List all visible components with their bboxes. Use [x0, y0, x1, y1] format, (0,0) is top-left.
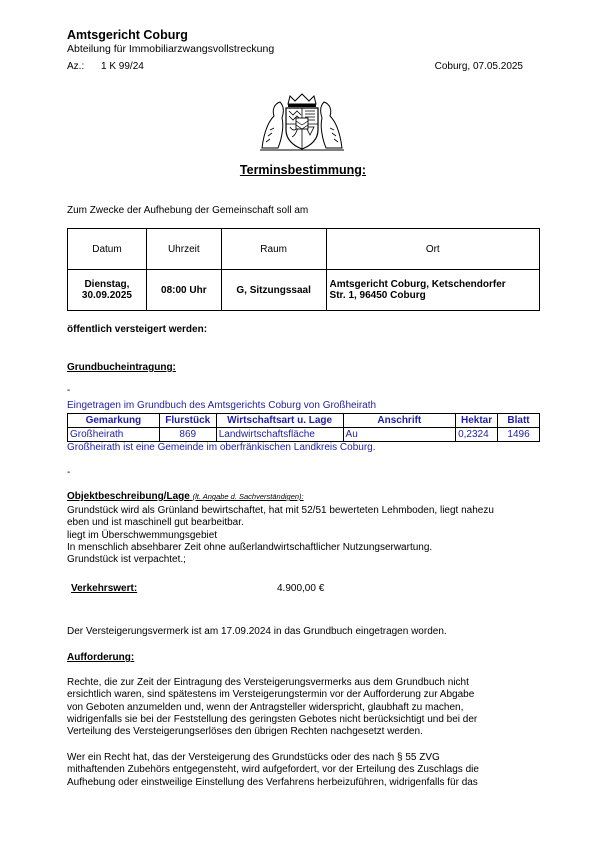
objekt-description: [67, 505, 545, 566]
paragraph-line: mithaftenden Zubehörs entgegensteht, wird aufgefordert, vor der Erteilung des Zuschlags die: [67, 764, 479, 776]
appointment-room: G, Sitzungssaal: [221, 270, 326, 311]
cell-hektar: 0,2324: [456, 428, 498, 442]
place-date: Coburg, 07.05.2025: [434, 61, 523, 72]
case-number-label: Az.:: [67, 61, 85, 72]
aufforderung-paragraph-2: [67, 752, 545, 789]
header-time: Uhrzeit: [146, 229, 221, 270]
appointment-header-row: [68, 229, 540, 270]
separator-dash: -: [67, 467, 71, 478]
grundbuch-table: [67, 413, 540, 442]
paragraph-line: Verteilung des Versteigerungserlöses den übrigen Rechten nachgesetzt werden.: [67, 726, 423, 738]
cell-gemarkung: Großheirath: [68, 428, 160, 442]
cell-flurstueck: 869: [159, 428, 216, 442]
grundbuch-header-row: [68, 414, 540, 428]
cell-blatt: 1496: [498, 428, 540, 442]
vermerk-text: Der Versteigerungsvermerk ist am 17.09.2024 in das Grundbuch eingetragen worden.: [67, 626, 447, 637]
objekt-heading-note: (lt. Angabe d. Sachverständigen):: [192, 492, 304, 501]
header-date: Datum: [68, 229, 147, 270]
appointment-place: [326, 270, 539, 311]
case-number: 1 K 99/24: [101, 61, 144, 72]
court-name: Amtsgericht Coburg: [67, 28, 188, 42]
department: Abteilung für Immobiliarzwangsvollstreckung: [67, 43, 275, 55]
header-room: Raum: [221, 229, 326, 270]
appointment-place-line2: Str. 1, 96450 Coburg: [329, 290, 426, 301]
grundbuch-heading: Grundbucheintragung:: [67, 362, 176, 373]
aufforderung-paragraph-1: [67, 677, 545, 738]
bavarian-coat-of-arms-icon: [258, 92, 346, 152]
paragraph-line: Wer ein Recht hat, das der Versteigerung des Grundstücks oder des nach § 55 ZVG: [67, 752, 440, 763]
appointment-time: 08:00 Uhr: [146, 270, 221, 311]
aufforderung-heading: Aufforderung:: [67, 652, 135, 663]
document-title: Terminsbestimmung:: [239, 163, 367, 177]
verkehrswert-value: 4.900,00 €: [277, 583, 325, 594]
separator-dash: -: [67, 385, 71, 396]
appointment-date: [68, 270, 147, 311]
header-place: Ort: [326, 229, 539, 270]
column-anschrift: Anschrift: [343, 414, 456, 428]
column-gemarkung: Gemarkung: [68, 414, 160, 428]
appointment-table: [67, 228, 540, 311]
grundbuch-note: Großheirath ist eine Gemeinde im oberfränkischen Landkreis Coburg.: [67, 442, 376, 453]
objekt-line: In menschlich absehbarer Zeit ohne außerlandwirtschaftlicher Nutzungserwartung.: [67, 541, 433, 553]
paragraph-line: widrigenfalls sie bei der Feststellung des geringsten Gebotes nicht berücksichtigt und bei der: [67, 713, 478, 725]
objekt-heading-text: Objektbeschreibung/Lage: [67, 491, 190, 502]
objekt-line: Grundstück wird als Grünland bewirtschaftet, hat mit 52/51 bewerteten Lehmboden, liegt nahezu: [67, 505, 494, 516]
column-flurstueck: Flurstück: [159, 414, 216, 428]
cell-anschrift: Au: [343, 428, 456, 442]
column-hektar: Hektar: [456, 414, 498, 428]
objekt-line: eben und ist maschinell gut bearbeitbar.: [67, 517, 244, 529]
paragraph-line: ersichtlich waren, sind spätestens im Versteigerungstermin vor der Aufforderung zur Abgabe: [67, 689, 475, 701]
sold-text: öffentlich versteigert werden:: [67, 324, 208, 335]
grundbuch-intro: Eingetragen im Grundbuch des Amtsgerichts Coburg von Großheirath: [67, 400, 377, 411]
paragraph-line: Aufhebung oder einstweilige Einstellung des Verfahrens herbeizuführen, widrigenfalls für das: [67, 776, 478, 788]
cell-wirtschaftsart: Landwirtschaftsfläche: [216, 428, 343, 442]
appointment-weekday: Dienstag,: [84, 279, 130, 290]
appointment-place-line1: Amtsgericht Coburg, Ketschendorfer: [329, 279, 506, 290]
verkehrswert-label: Verkehrswert:: [71, 583, 138, 594]
column-blatt: Blatt: [498, 414, 540, 428]
objekt-line: Grundstück ist verpachtet.;: [67, 554, 186, 566]
column-wirtschaftsart: Wirtschaftsart u. Lage: [216, 414, 343, 428]
paragraph-line: Rechte, die zur Zeit der Eintragung des Versteigerungsvermerks aus dem Grundbuch nicht: [67, 677, 469, 688]
table-row: [68, 428, 540, 442]
objekt-line: liegt im Überschwemmungsgebiet: [67, 529, 218, 541]
paragraph-line: von Geboten anzumelden und, wenn der Antragsteller widerspricht, glaubhaft zu machen,: [67, 701, 464, 713]
appointment-row: [68, 270, 540, 311]
objekt-heading: [67, 491, 304, 502]
intro-text: Zum Zwecke der Aufhebung der Gemeinschaft soll am: [67, 205, 309, 216]
appointment-date-value: 30.09.2025: [81, 290, 132, 301]
